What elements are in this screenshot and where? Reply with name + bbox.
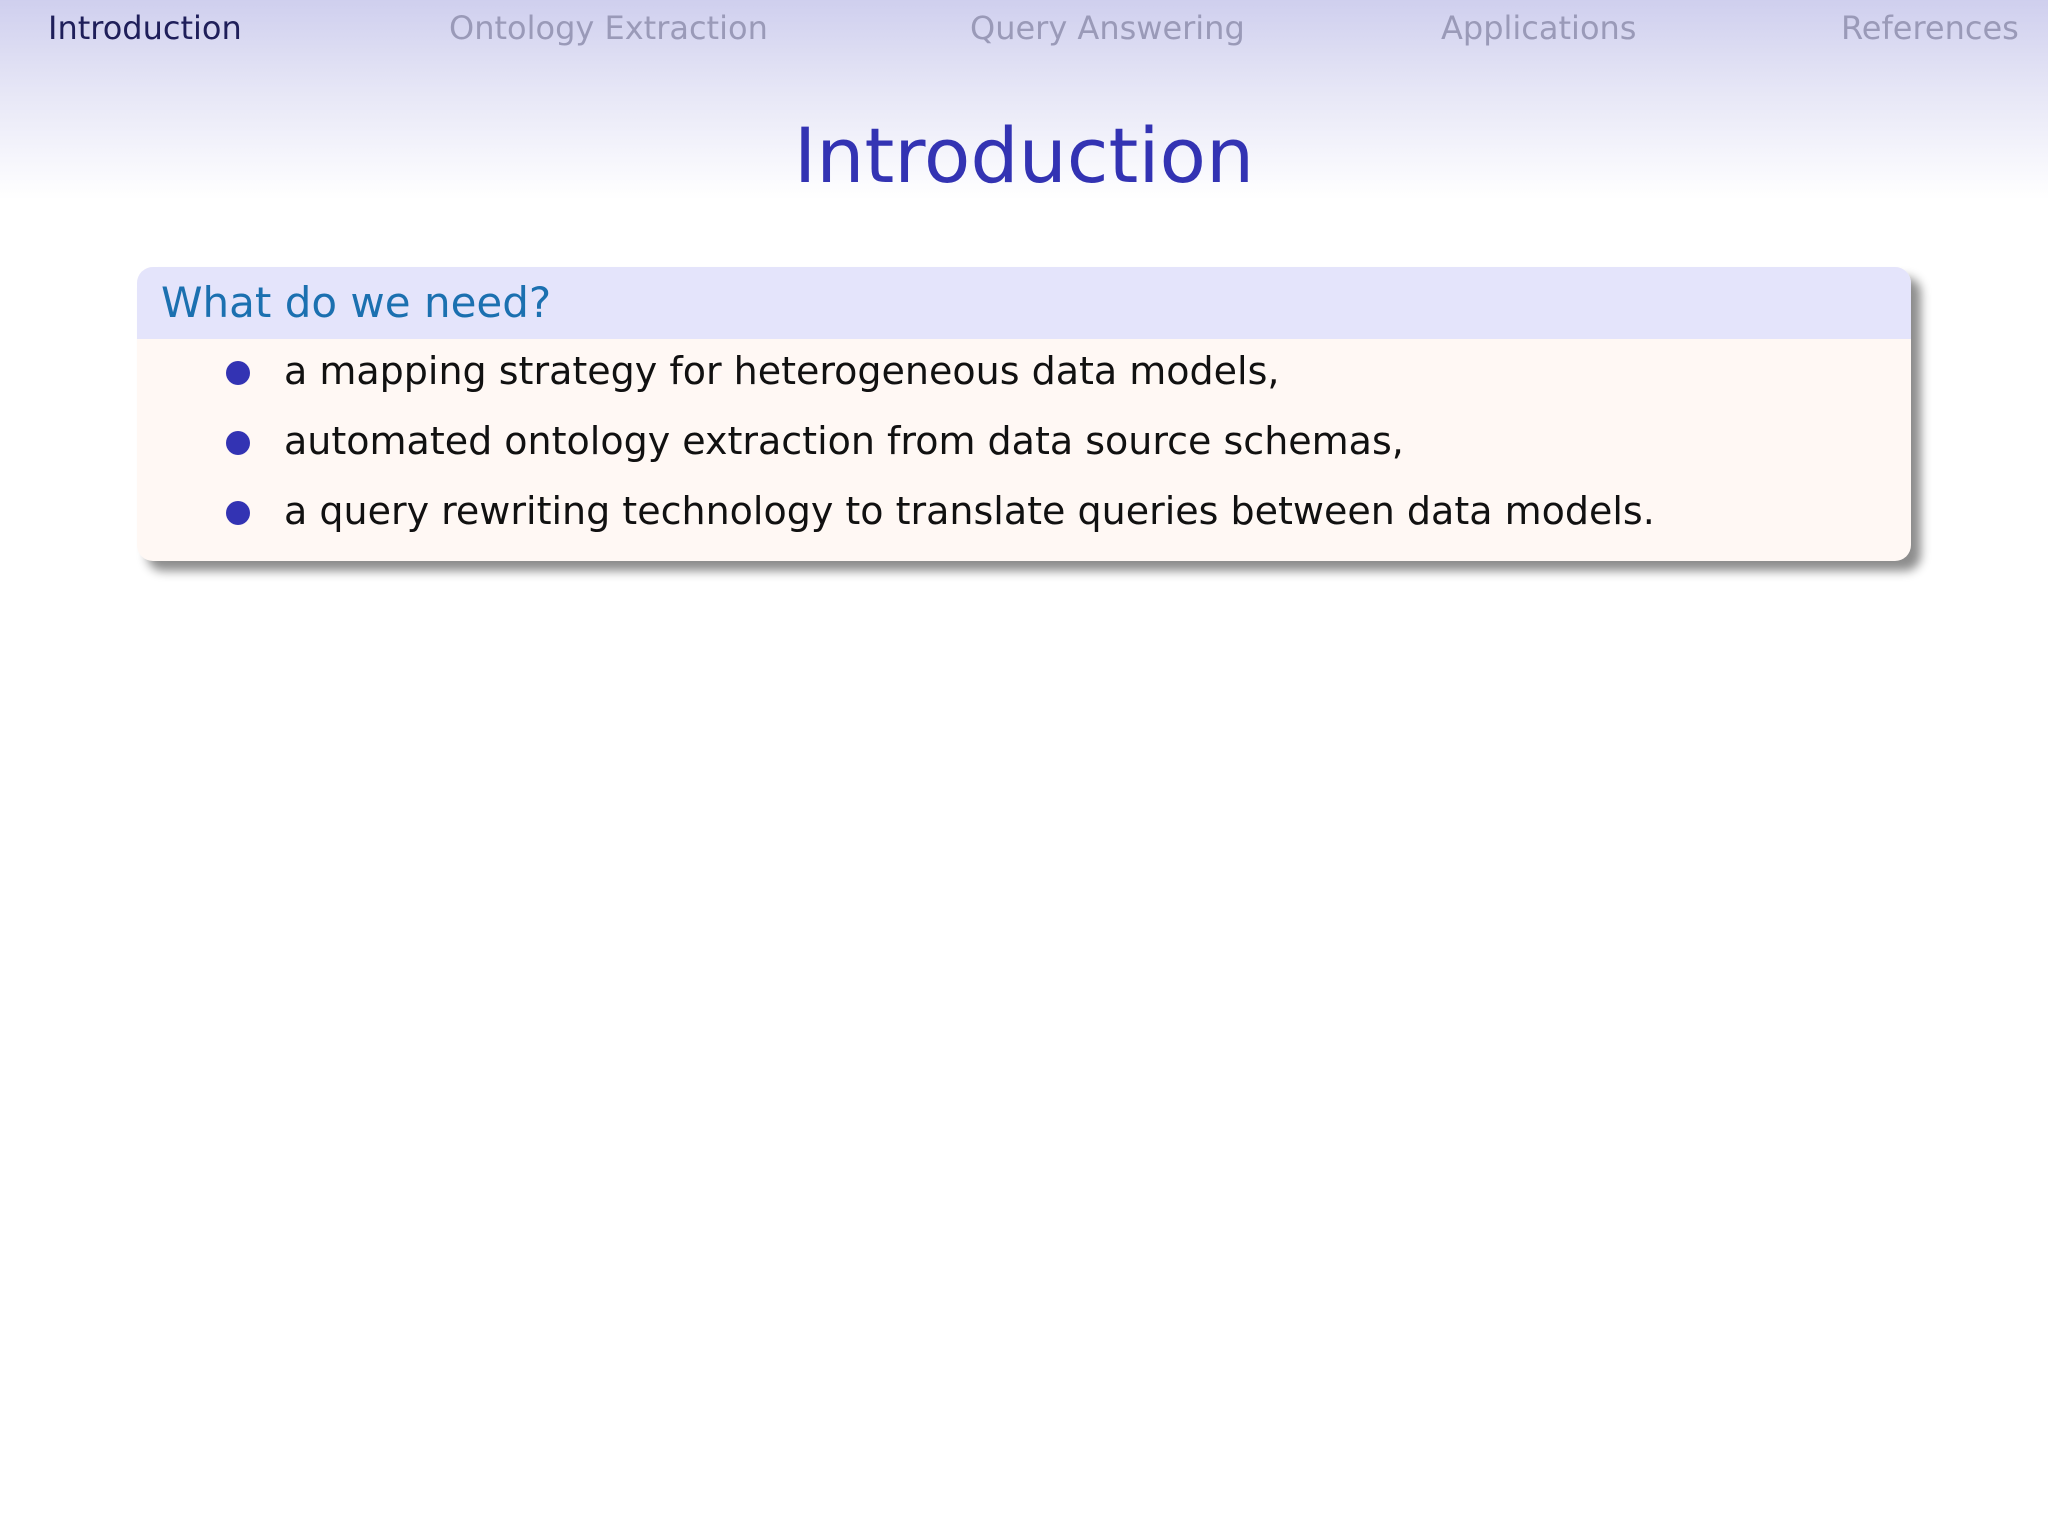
block-title: What do we need? [161, 278, 552, 327]
nav-item-references[interactable]: References [1841, 9, 2019, 47]
list-item [137, 339, 1911, 409]
frame-title: Introduction [793, 111, 1255, 200]
list-item-text: a query rewriting technology to translate queries between data models. [284, 489, 1655, 533]
list-item-text: automated ontology extraction from data source schemas, [284, 419, 1404, 463]
bullet-icon [226, 431, 250, 455]
bullet-icon [226, 501, 250, 525]
list-item-text: a mapping strategy for heterogeneous data models, [284, 349, 1280, 393]
section-navigation [0, 0, 2048, 58]
block-header [137, 267, 1911, 339]
list-item [137, 409, 1911, 479]
nav-item-ontology-extraction[interactable]: Ontology Extraction [449, 9, 768, 47]
content-block [137, 267, 1911, 561]
nav-item-query-answering[interactable]: Query Answering [970, 9, 1245, 47]
nav-item-introduction[interactable]: Introduction [48, 9, 242, 47]
bullet-icon [226, 361, 250, 385]
list-item [137, 479, 1911, 549]
nav-item-applications[interactable]: Applications [1441, 9, 1637, 47]
